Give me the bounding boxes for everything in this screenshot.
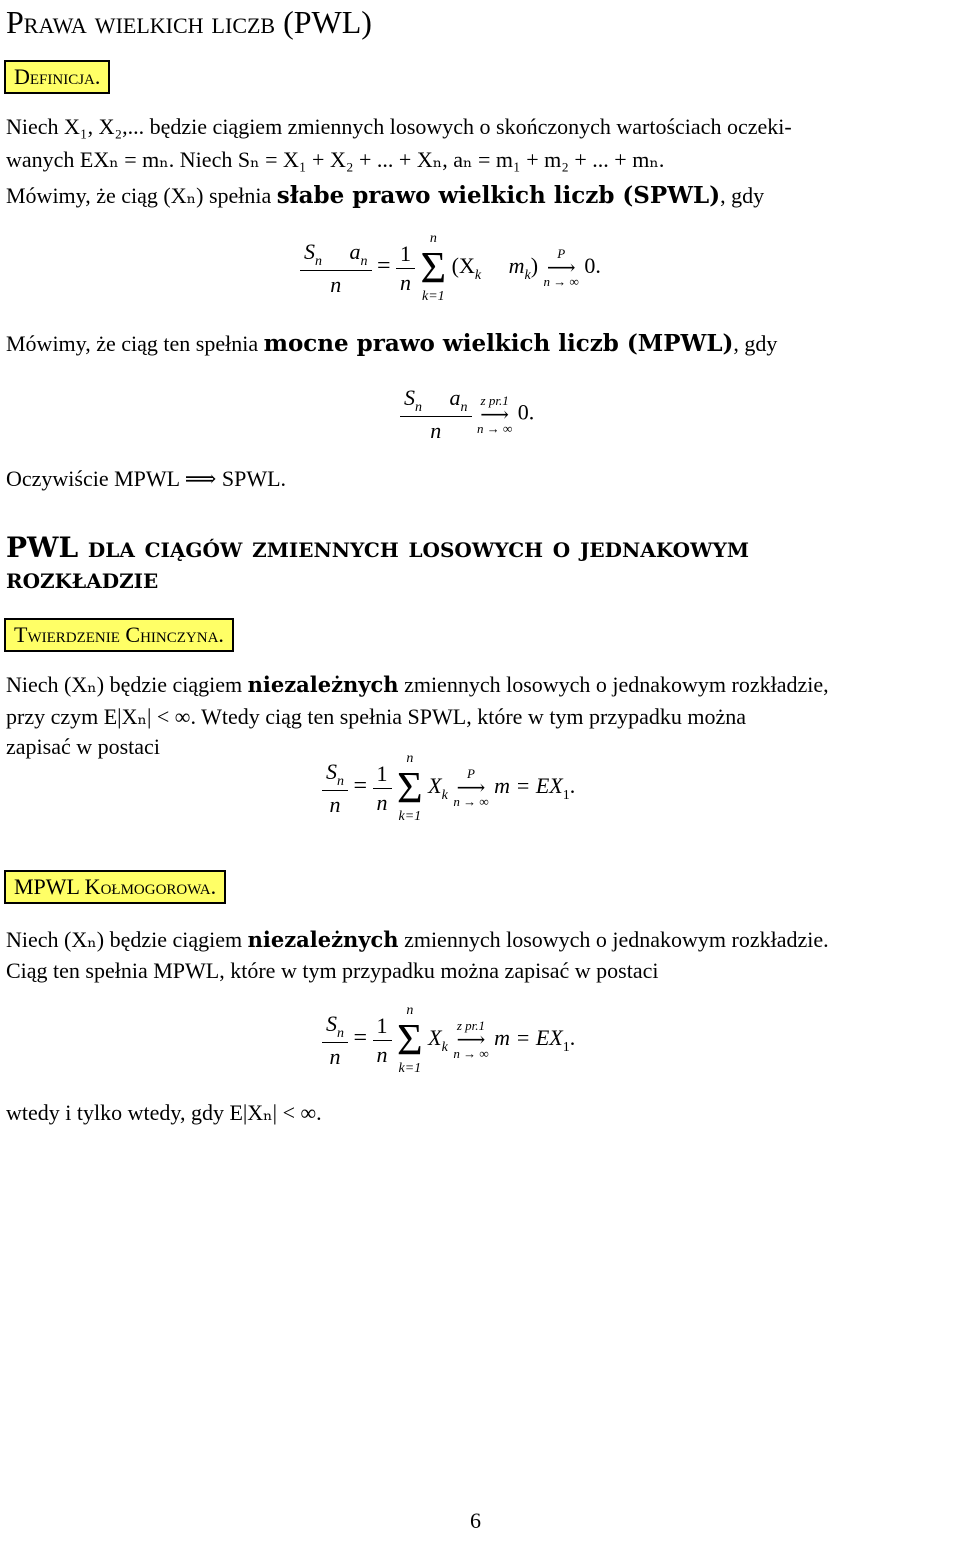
theorem2-line-3: wtedy i tylko wtedy, gdy E|Xₙ| < ∞. bbox=[6, 1100, 322, 1125]
mpwl-suffix: , gdy bbox=[733, 331, 778, 356]
definition-line-1: Niech X₁, X₂,... będzie ciągiem zmiennych losowych o skończonych wartościach oczeki- bbox=[6, 114, 792, 139]
subsection-title-line-1: PWL dla ciągów zmiennych losowych o jednakowym bbox=[6, 531, 749, 564]
convergence-arrow-p: P ⟶ n → ∞ bbox=[453, 766, 489, 809]
mpwl-implies-spwl: Oczywiście MPWL ⟹ SPWL. bbox=[6, 466, 287, 491]
theorem-kolmogorov-label: MPWL Kołmogorowa. bbox=[4, 870, 226, 904]
theorem1-line-2: przy czym E|Xₙ| < ∞. Wtedy ciąg ten spełnia SPWL, które w tym przypadku można bbox=[6, 704, 747, 729]
definition-label: Definicja. bbox=[4, 60, 110, 94]
independent-term: niezależnych bbox=[247, 672, 399, 697]
fraction-1-n: $\frac{1}{n}$ bbox=[373, 760, 392, 817]
mpwl-term: mocne prawo wielkich liczb (MPWL) bbox=[263, 330, 734, 357]
theorem-chinczyna-label: Twierdzenie Chinczyna. bbox=[4, 618, 234, 652]
spwl-term: słabe prawo wielkich liczb (SPWL) bbox=[276, 182, 721, 209]
section-title: Prawa wielkich liczb (PWL) bbox=[6, 4, 372, 40]
subsection-title-line-2: rozkładzie bbox=[6, 562, 159, 595]
convergence-arrow-as: z pr.1 ⟶ n → ∞ bbox=[477, 392, 513, 436]
fraction-1-n: $\frac{1}{n}$ bbox=[373, 1012, 392, 1069]
theorem1-line-3: zapisać w postaci bbox=[6, 734, 160, 759]
sum-symbol: n Σ k=1 bbox=[420, 231, 447, 304]
fraction-sn-n: $\frac{S_n}{n}$ bbox=[322, 758, 348, 819]
fraction-sn-n: $\frac{S_n}{n}$ bbox=[322, 1010, 348, 1071]
theorem2-line-1: Niech (Xₙ) będzie ciągiem niezależnych zmiennych losowych o jednakowym rozkładzie. bbox=[6, 927, 829, 952]
convergence-arrow-as: z pr.1 ⟶ n → ∞ bbox=[453, 1018, 489, 1061]
fraction-sn-an: $\frac{S_n a_n}{n}$ bbox=[300, 238, 372, 299]
chinczyn-formula: $\frac{S_n}{n}$ = $\frac{1}{n}$ n Σ k=1 $X_k$ P ⟶ n → ∞ $m = EX_1$. bbox=[322, 752, 575, 824]
spwl-sentence bbox=[6, 181, 764, 211]
spwl-formula: $\frac{S_n a_n}{n}$ = $\frac{1}{n}$ n Σ k=1 ($X_k$ $m_k$) P ⟶ n → ∞ 0. bbox=[300, 232, 601, 304]
spwl-prefix: Mówimy, że ciąg (Xₙ) spełnia bbox=[6, 183, 272, 208]
kolmogorov-formula: $\frac{S_n}{n}$ = $\frac{1}{n}$ n Σ k=1 $X_k$ z pr.1 ⟶ n → ∞ $m = EX_1$. bbox=[322, 1004, 575, 1076]
independent-term: niezależnych bbox=[247, 927, 399, 952]
sum-symbol: n Σ k=1 bbox=[397, 1003, 423, 1076]
theorem2-line-2: Ciąg ten spełnia MPWL, które w tym przypadku można zapisać w postaci bbox=[6, 958, 659, 983]
page-number: 6 bbox=[470, 1508, 481, 1533]
definition-line-2: wanych EXₙ = mₙ. Niech Sₙ = X₁ + X₂ + ... + Xₙ, aₙ = m₁ + m₂ + ... + mₙ. bbox=[6, 147, 665, 172]
fraction-sn-an: $\frac{S_n a_n}{n}$ bbox=[400, 384, 472, 445]
mpwl-formula: $\frac{S_n a_n}{n}$ z pr.1 ⟶ n → ∞ 0. bbox=[400, 384, 534, 445]
fraction-1-n: $\frac{1}{n}$ bbox=[396, 240, 415, 297]
mpwl-prefix: Mówimy, że ciąg ten spełnia bbox=[6, 331, 259, 356]
mpwl-sentence bbox=[6, 329, 777, 359]
spwl-suffix: , gdy bbox=[720, 183, 765, 208]
convergence-arrow-p: P ⟶ n → ∞ bbox=[543, 246, 579, 289]
theorem1-line-1: Niech (Xₙ) będzie ciągiem niezależnych zmiennych losowych o jednakowym rozkładzie, bbox=[6, 672, 829, 697]
sum-symbol: n Σ k=1 bbox=[397, 751, 423, 824]
